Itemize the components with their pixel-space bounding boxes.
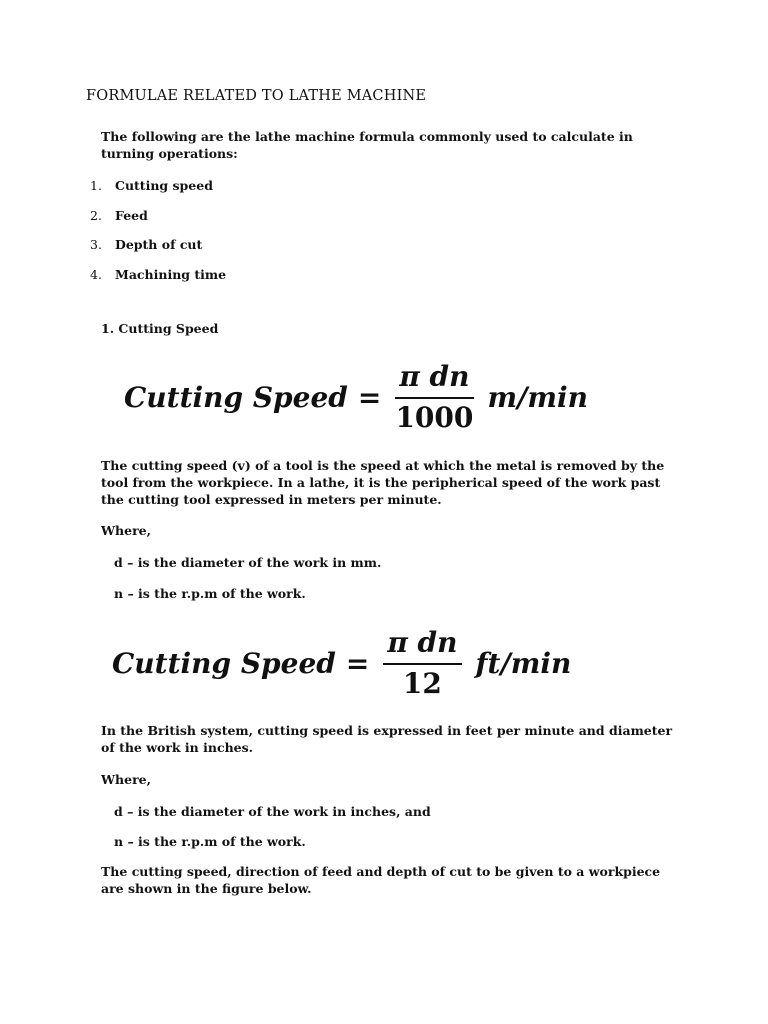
formula-lhs: Cutting Speed: [124, 380, 348, 414]
list-number: 4.: [90, 267, 102, 282]
equals-sign: =: [357, 380, 382, 414]
fraction: [383, 626, 461, 700]
formula-unit: m/min: [487, 380, 588, 414]
fraction-numerator: π dn: [399, 360, 470, 393]
formula-imperial: [112, 626, 571, 700]
definition-n: n – is the r.p.m of the work.: [114, 586, 306, 601]
paragraph-british-system: In the British system, cutting speed is expressed in feet per minute and diameter of the work in inches.: [101, 723, 673, 755]
fraction-denominator: 1000: [395, 401, 474, 434]
list-item-feed: Feed: [115, 208, 148, 223]
formula-metric: [124, 360, 588, 434]
where-label: Where,: [101, 523, 151, 538]
equals-sign: =: [345, 646, 370, 680]
paragraph-cutting-speed-definition: The cutting speed (v) of a tool is the speed at which the metal is removed by the tool from the workpiece. In a lathe, it is the peripherical speed of the work past the cutting tool expressed in meters per minute.: [101, 458, 665, 507]
definition-d-mm: d – is the diameter of the work in mm.: [114, 555, 382, 570]
paragraph-figure-reference: The cutting speed, direction of feed and depth of cut to be given to a workpiece are shown in the figure below.: [101, 864, 661, 896]
where-label: Where,: [101, 772, 151, 787]
list-item-cutting-speed: Cutting speed: [115, 178, 213, 193]
definition-n: n – is the r.p.m of the work.: [114, 834, 306, 849]
list-number: 1.: [90, 178, 102, 193]
list-item-depth-of-cut: Depth of cut: [115, 237, 203, 252]
list-item-machining-time: Machining time: [115, 267, 227, 282]
page-title: FORMULAE RELATED TO LATHE MACHINE: [86, 88, 427, 104]
formula-lhs: Cutting Speed: [112, 646, 336, 680]
intro-paragraph: The following are the lathe machine formula commonly used to calculate in turning operations:: [101, 129, 633, 161]
section-heading-cutting-speed: 1. Cutting Speed: [101, 321, 219, 336]
fraction-numerator: π dn: [387, 626, 458, 659]
definition-d-inches: d – is the diameter of the work in inches, and: [114, 804, 431, 819]
list-number: 2.: [90, 208, 102, 223]
list-number: 3.: [90, 237, 102, 252]
formula-unit: ft/min: [475, 646, 572, 680]
fraction: [395, 360, 473, 434]
fraction-denominator: 12: [402, 667, 442, 700]
